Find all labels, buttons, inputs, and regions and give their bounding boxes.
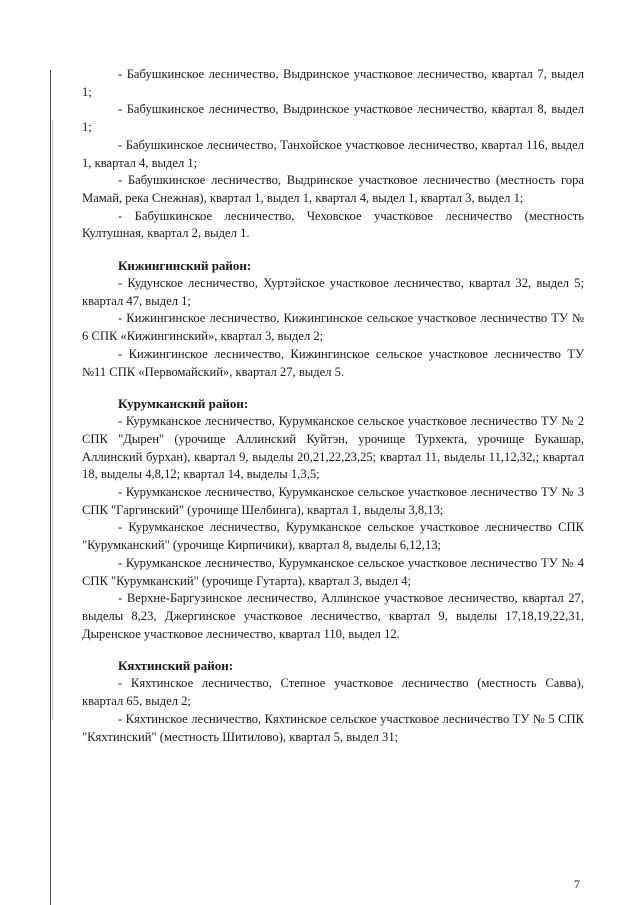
list-item: - Бабушкинское лесничество, Выдринское участковое лесничество, квартал 8, выдел 1; bbox=[82, 102, 584, 135]
section-babushkin bbox=[82, 66, 584, 243]
list-item: - Бабушкинское лесничество, Выдринское участковое лесничество (местность гора Мамай, река Снежная), квартал 1, выдел 1, квартал 4, выдел 1, квартал 3, выдел 1; bbox=[82, 173, 584, 205]
section-heading: Кяхтинский район: bbox=[118, 658, 234, 674]
list-item: - Курумканское лесничество, Курумканское сельское участковое лесничество ТУ № 4 СПК "Курумканский" (урочище Гутарта), квартал 3, выдел 4; bbox=[82, 555, 584, 588]
list-item: - Кяхтинское лесничество, Кяхтинское сельское участковое лесничество ТУ № 5 СПК "Кяхтинский" (местность Шитилово), квартал 5, выдел 31; bbox=[82, 711, 584, 744]
section-kyakhta bbox=[82, 657, 584, 746]
list-item: - Бабушкинское лесничество, Танхойское участковое лесничество, квартал 116, выдел 1, квартал 4, выдел 1; bbox=[82, 137, 584, 170]
list-item: - Курумканское лесничество, Курумканское сельское участковое лесничество ТУ № 3 СПК "Гаргинский" (урочище Шелбинга), квартал 1, выделы 3,8,13; bbox=[82, 485, 584, 517]
list-item: - Кижингинское лесничество, Кижингинское сельское участковое лесничество ТУ №11 СПК «Первомайский», квартал 27, выдел 5. bbox=[82, 346, 584, 379]
list-item: - Кяхтинское лесничество, Степное участковое лесничество (местность Савва), квартал 65, выдел 2; bbox=[82, 676, 584, 709]
list-item: - Верхне-Баргузинское лесничество, Аллинское участковое лесничество, квартал 27, выделы 8,23, Джергинское участковое лесничество, квартал 9, выделы 17,18,19,22,31, Дыренское участковое лесничество, квартал 110, выдел 12. bbox=[82, 591, 584, 641]
section-heading: Кижингинский район: bbox=[118, 258, 252, 274]
list-item: - Бабушкинское лесничество, Чеховское участковое лесничество (местность Култушная, квартал 2, выдел 1. bbox=[82, 208, 584, 241]
section-heading: Курумканский район: bbox=[118, 396, 249, 412]
scan-border-line bbox=[50, 70, 51, 905]
section-kurumkan bbox=[82, 395, 584, 643]
page-number: 7 bbox=[574, 877, 580, 891]
scan-border-line-faint bbox=[52, 120, 53, 720]
section-kizhinga bbox=[82, 257, 584, 381]
list-item: - Курумканское лесничество, Курумканское сельское участковое лесничество СПК "Курумканский" (урочище Кирпичики), квартал 8, выделы 6,12,13; bbox=[82, 520, 584, 553]
document-body bbox=[82, 66, 584, 746]
list-item: - Бабушкинское лесничество, Выдринское участковое лесничество, квартал 7, выдел 1; bbox=[82, 67, 584, 99]
list-item: - Кижингинское лесничество, Кижингинское сельское участковое лесничество ТУ № 6 СПК «Кижингинский», квартал 3, выдел 2; bbox=[82, 311, 584, 344]
list-item: - Кудунское лесничество, Хуртэйское участковое лесничество, квартал 32, выдел 5; квартал 47, выдел 1; bbox=[82, 276, 584, 308]
list-item: - Курумканское лесничество, Курумканское сельское участковое лесничество ТУ № 2 СПК "Дырен" (урочище Аллинский Куйтэн, урочище Турхекта, урочище Букашар, Аллинский бурхан), квартал 9, выделы 20,21,22,23,25; квартал 11, выделы 11,12,32,; квартал 18, выделы 4,8,12; квартал 14, выделы 1,3,5; bbox=[82, 414, 584, 482]
